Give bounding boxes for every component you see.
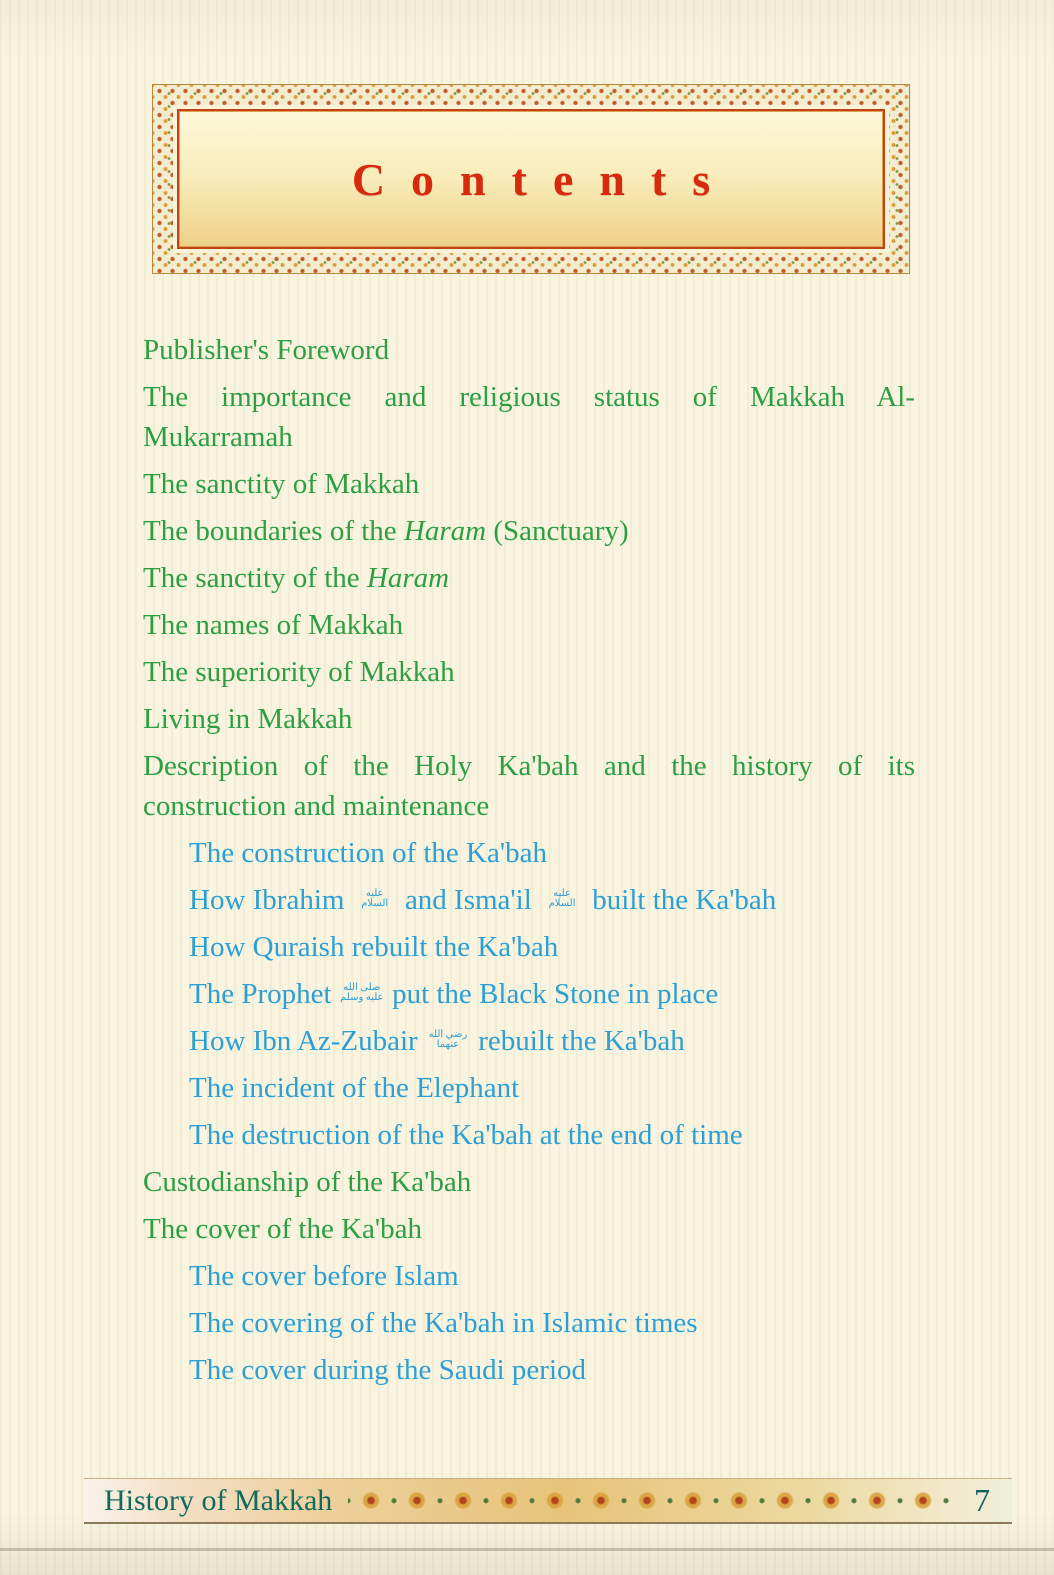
toc-entry: The names of Makkah bbox=[143, 609, 404, 642]
toc-entry-text: The boundaries of the bbox=[143, 515, 404, 548]
contents-title-panel bbox=[177, 109, 885, 249]
toc-entry bbox=[143, 558, 915, 598]
toc-entry-italic: Haram bbox=[403, 515, 487, 548]
toc-entry bbox=[143, 880, 915, 920]
toc-entry: Living in Makkah bbox=[143, 703, 353, 736]
page-title: Contents bbox=[351, 153, 737, 205]
toc-entry: The incident of the Elephant bbox=[189, 1072, 520, 1105]
toc-entry-text: How Ibn Az-Zubair bbox=[189, 1025, 425, 1058]
toc-entry: Publisher's Foreword bbox=[143, 334, 390, 366]
toc-entry-text: The sanctity of the bbox=[143, 562, 367, 595]
toc-entry-line: Mukarramah bbox=[143, 421, 293, 454]
toc-entry-text: built the Ka'bah bbox=[585, 884, 777, 917]
toc-entry: The cover before Islam bbox=[189, 1260, 459, 1293]
toc-entry-text: The Prophet bbox=[189, 978, 339, 1011]
toc-entry-line: The importance and religious status of Makkah Al- bbox=[143, 381, 915, 414]
toc-entry: Custodianship of the Ka'bah bbox=[143, 1166, 472, 1199]
toc-entry-text: How Ibrahim bbox=[189, 884, 352, 917]
toc-entry-text: and Isma'il bbox=[397, 884, 540, 917]
toc-entry bbox=[143, 974, 915, 1014]
honorific-mark: صلى الله عليه وسلم bbox=[340, 981, 384, 1003]
toc-entry: The covering of the Ka'bah in Islamic times bbox=[189, 1307, 698, 1340]
toc-entry bbox=[143, 746, 915, 826]
toc-entry: The cover of the Ka'bah bbox=[143, 1213, 422, 1246]
toc-entry-line: Description of the Holy Ka'bah and the history of its bbox=[143, 750, 915, 783]
table-of-contents bbox=[143, 330, 915, 1397]
floral-ornament-band bbox=[348, 1481, 958, 1520]
honorific-mark: عليه السلام bbox=[548, 887, 576, 909]
honorific-mark: عليه السلام bbox=[361, 887, 389, 909]
toc-entry-italic: Haram bbox=[366, 562, 450, 595]
honorific-mark: رضي الله عنهما bbox=[428, 1028, 468, 1050]
toc-entry bbox=[143, 377, 915, 457]
toc-entry-text: (Sanctuary) bbox=[486, 515, 629, 548]
toc-entry: The construction of the Ka'bah bbox=[189, 837, 547, 870]
toc-entry: The destruction of the Ka'bah at the end of time bbox=[189, 1119, 743, 1152]
toc-entry: How Quraish rebuilt the Ka'bah bbox=[189, 931, 559, 964]
toc-entry: The cover during the Saudi period bbox=[189, 1354, 587, 1387]
footer-book-title: History of Makkah bbox=[104, 1483, 333, 1517]
footer-bar bbox=[84, 1478, 1012, 1524]
contents-ornamental-frame bbox=[152, 84, 910, 274]
toc-entry-text: rebuilt the Ka'bah bbox=[470, 1025, 685, 1058]
toc-entry bbox=[143, 511, 915, 551]
page-number: 7 bbox=[974, 1482, 990, 1518]
toc-entry: The sanctity of Makkah bbox=[143, 468, 420, 501]
toc-entry: The superiority of Makkah bbox=[143, 656, 455, 689]
toc-entry-line: construction and maintenance bbox=[143, 790, 490, 823]
toc-entry-text: put the Black Stone in place bbox=[384, 978, 719, 1011]
toc-entry bbox=[143, 1021, 915, 1061]
